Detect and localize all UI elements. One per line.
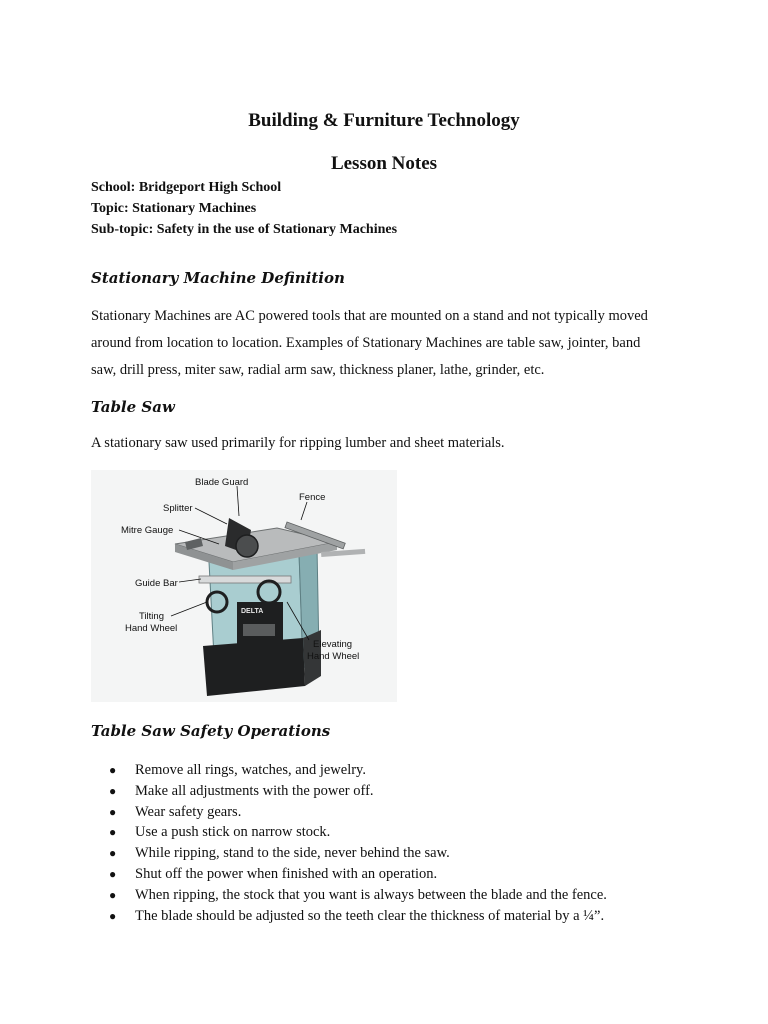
- list-item-text: Make all adjustments with the power off.: [135, 782, 374, 799]
- list-item-text: When ripping, the stock that you want is always between the blade and the fence.: [135, 886, 607, 903]
- blade: [236, 535, 258, 557]
- list-item-text: Use a push stick on narrow stock.: [135, 824, 331, 841]
- document-subtitle: Lesson Notes: [330, 153, 438, 174]
- bullet-icon: ●: [109, 763, 117, 777]
- table-saw-diagram: [91, 470, 397, 702]
- list-item: [91, 760, 731, 781]
- label-guide-bar: Guide Bar: [135, 578, 178, 589]
- table-saw-heading: Table Saw: [91, 398, 175, 416]
- label-splitter: Splitter: [163, 503, 193, 514]
- bullet-icon: ●: [109, 887, 117, 902]
- list-item-text: The blade should be adjusted so the teeth clear the thickness of material by a ¼”.: [135, 907, 605, 924]
- label-mitre-gauge: Mitre Gauge: [121, 525, 174, 536]
- brand-plate-detail: [243, 624, 275, 636]
- bullet-icon: ●: [109, 825, 117, 840]
- bullet-icon: ●: [109, 908, 117, 923]
- safety-list: [91, 760, 731, 926]
- definition-heading: Stationary Machine Definition: [91, 269, 345, 287]
- definition-line: Stationary Machines are AC powered tools that are mounted on a stand and not typically moved: [91, 308, 648, 324]
- bullet-icon: ●: [109, 783, 117, 798]
- list-item: [91, 885, 731, 906]
- label-tilting: Tilting: [139, 611, 164, 622]
- saw-base: [203, 638, 305, 696]
- list-item: [91, 906, 731, 927]
- list-item: [91, 781, 731, 802]
- label-tilting-hand-wheel: Hand Wheel: [125, 623, 178, 634]
- list-item-text: Remove all rings, watches, and jewelry.: [135, 762, 366, 778]
- definition-line: around from location to location. Examples of Stationary Machines are table saw, jointer, band: [91, 335, 641, 351]
- safety-heading: Table Saw Safety Operations: [91, 722, 331, 740]
- school-line: School: Bridgeport High School: [91, 180, 282, 195]
- bullet-icon: ●: [109, 804, 117, 819]
- table-saw-illustration: [91, 470, 397, 702]
- list-item: [91, 822, 731, 843]
- list-item-text: Wear safety gears.: [135, 803, 242, 820]
- document-title: Building & Furniture Technology: [248, 110, 520, 131]
- subtopic-line: Sub-topic: Safety in the use of Stationary Machines: [91, 222, 398, 237]
- definition-line: saw, drill press, miter saw, radial arm saw, thickness planer, lathe, grinder, etc.: [91, 362, 545, 378]
- bullet-icon: ●: [109, 846, 117, 861]
- bullet-icon: ●: [109, 866, 117, 881]
- list-item: [91, 843, 731, 864]
- definition-paragraph: [91, 303, 691, 384]
- guide-bar: [199, 576, 291, 583]
- topic-line: Topic: Stationary Machines: [91, 201, 257, 216]
- list-item-text: Shut off the power when finished with an operation.: [135, 865, 438, 882]
- table-saw-description: A stationary saw used primarily for ripping lumber and sheet materials.: [91, 435, 505, 451]
- list-item: [91, 864, 731, 885]
- list-item-text: While ripping, stand to the side, never behind the saw.: [135, 845, 450, 862]
- label-fence: Fence: [299, 492, 326, 503]
- brand-logo: DELTA: [241, 608, 264, 615]
- label-elevating-hand-wheel: Hand Wheel: [307, 651, 360, 662]
- list-item: [91, 802, 731, 823]
- label-blade-guard: Blade Guard: [195, 477, 249, 488]
- label-elevating: Elevating: [313, 639, 353, 650]
